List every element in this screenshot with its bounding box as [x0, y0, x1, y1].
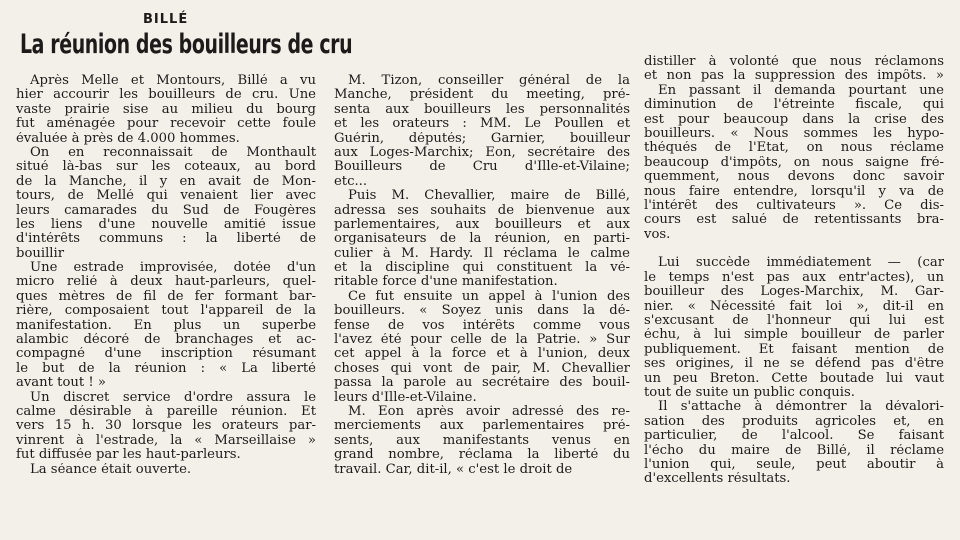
- text-line: hier accourir les bouilleurs de cru. Une: [16, 88, 316, 103]
- text-line: théqués de l'Etat, on nous réclame: [644, 141, 944, 156]
- text-line: nous faire entendre, lorsqu'il y va de: [644, 184, 944, 199]
- text-line: un peu Breton. Cette boutade lui vaut: [644, 371, 944, 386]
- text-line: distiller à volonté que nous réclamons: [644, 55, 944, 69]
- text-line: M. Eon après avoir adressé des re-: [348, 404, 630, 419]
- text-line: rière, composaient tout l'appareil de la: [16, 304, 316, 319]
- text-line: micro relié à deux haut-parleurs, quel-: [16, 275, 316, 290]
- text-line: La séance était ouverte.: [30, 462, 192, 477]
- text-line: le temps n'est pas aux entr'actes), un: [644, 270, 944, 285]
- text-line: fense de vos intérêts comme vous: [334, 318, 630, 333]
- text-line: ses origines, il ne se défend pas d'être: [644, 357, 944, 372]
- text-line: etc...: [334, 174, 368, 189]
- text-line: bouillir: [16, 246, 65, 261]
- text-line: M. Tizon, conseiller général de la: [348, 74, 630, 88]
- text-line: beaucoup d'impôts, on nous saigne fré-: [644, 155, 944, 170]
- text-line: alambic décoré de branchages et ac-: [16, 333, 316, 348]
- text-line: senta aux bouilleurs les personnalités: [334, 102, 630, 117]
- text-line: fut aménagée pour recevoir cette foule: [16, 117, 316, 132]
- article-column-1: [16, 74, 316, 477]
- text-line: [644, 242, 944, 256]
- text-line: parlementaires, aux bouilleurs et aux: [334, 217, 630, 232]
- text-line: bouilleurs. « Nous sommes les hypo-: [644, 126, 944, 141]
- text-line: travail. Car, dit-il, « c'est le droit de: [334, 462, 573, 477]
- text-line: bouilleurs. « Soyez unis dans la dé-: [334, 304, 630, 319]
- text-line: cet appel à la force et à l'union, deux: [334, 347, 630, 362]
- text-line: est pour beaucoup dans la crise des: [644, 112, 944, 127]
- article-column-2: [334, 74, 630, 477]
- text-line: Puis M. Chevallier, maire de Billé,: [348, 189, 630, 204]
- text-line: merciements aux parlementaires pré-: [334, 419, 630, 434]
- text-line: et les orateurs : MM. Le Poullen et: [334, 117, 630, 132]
- text-line: Il s'attache à démontrer la dévalori-: [658, 400, 944, 415]
- text-line: manifestation. En plus un superbe: [16, 318, 316, 333]
- text-line: échu, à lui simple bouilleur de parler: [644, 328, 944, 343]
- text-line: d'intérêts communs : la liberté de: [16, 232, 316, 247]
- text-line: situé là-bas sur les coteaux, au bord: [16, 160, 316, 175]
- article-column-3: [644, 55, 944, 487]
- text-line: Lui succède immédiatement — (car: [658, 256, 944, 271]
- text-line: de la Manche, il y en avait de Mon-: [16, 174, 316, 189]
- text-line: fut diffusée par les haut-parleurs.: [16, 448, 241, 463]
- text-line: adressa ses souhaits de bienvenue aux: [334, 203, 630, 218]
- headline: La réunion des bouilleurs de cru: [20, 29, 353, 60]
- text-line: culier à M. Hardy. Il réclama le calme: [334, 246, 630, 261]
- text-line: Une estrade improvisée, dotée d'un: [30, 261, 316, 276]
- text-line: Ce fut ensuite un appel à l'union des: [348, 289, 630, 304]
- text-line: On en reconnaissait de Monthault: [30, 145, 316, 160]
- text-line: les liens d'une nouvelle amitié issue: [16, 217, 316, 232]
- text-line: vers 15 h. 30 lorsque les orateurs par-: [16, 419, 316, 434]
- text-line: l'avez été pour celle de la Patrie. » Sur: [334, 333, 630, 348]
- text-line: grand nombre, réclama la liberté du: [334, 448, 630, 463]
- text-line: aux Loges-Marchix; Eon, secrétaire des: [334, 145, 630, 160]
- text-line: l'écho du maire de Billé, il réclame: [644, 443, 944, 458]
- text-line: ques mètres de fil de fer formant bar-: [16, 289, 316, 304]
- text-line: En passant il demanda pourtant une: [658, 83, 944, 98]
- text-line: Après Melle et Montours, Billé a vu: [30, 74, 316, 88]
- text-line: organisateurs de la réunion, en parti-: [334, 232, 630, 247]
- text-line: vaste prairie sise au milieu du bourg: [16, 102, 316, 117]
- text-line: calme désirable à pareille réunion. Et: [16, 404, 316, 419]
- text-line: vos.: [644, 227, 671, 242]
- text-line: publiquement. Et faisant mention de: [644, 342, 944, 357]
- text-line: évaluée à près de 4.000 hommes.: [16, 131, 240, 146]
- text-line: ritable force d'une manifestation.: [334, 275, 558, 290]
- text-line: diminution de l'étreinte fiscale, qui: [644, 98, 944, 113]
- text-line: l'intérêt des cultivateurs ». Ce dis-: [644, 198, 944, 213]
- text-line: le but de la réunion : « La liberté: [16, 361, 316, 376]
- text-line: compagné d'une inscription résumant: [16, 347, 316, 362]
- text-line: avant tout ! »: [16, 376, 106, 391]
- text-line: et la discipline qui constituent la vé-: [334, 261, 630, 276]
- text-line: leurs camarades du Sud de Fougères: [16, 203, 316, 218]
- text-line: Guérin, députés; Garnier, bouilleur: [334, 131, 630, 146]
- text-line: cours est salué de retentissants bra-: [644, 213, 944, 228]
- text-line: Manche, président du meeting, pré-: [334, 88, 630, 103]
- text-line: s'excusant de l'honneur qui lui est: [644, 314, 944, 329]
- text-line: l'union qui, seule, peut aboutir à: [644, 457, 944, 472]
- text-line: quemment, nous devons donc savoir: [644, 170, 944, 185]
- text-line: sents, aux manifestants venus en: [334, 433, 630, 448]
- text-line: choses qui vont de pair, M. Chevallier: [334, 361, 630, 376]
- text-line: Bouilleurs de Cru d'Ille-et-Vilaine;: [334, 160, 630, 175]
- text-line: vinrent à l'estrade, la « Marseillaise »: [16, 433, 316, 448]
- text-line: sation des produits agricoles et, en: [644, 414, 944, 429]
- text-line: et non pas la suppression des impôts. »: [644, 69, 944, 84]
- text-line: particulier, de l'alcool. Se faisant: [644, 429, 944, 444]
- text-line: nier. « Nécessité fait loi », dit-il en: [644, 299, 944, 314]
- kicker-location: BILLÉ: [143, 12, 189, 27]
- text-line: d'excellents résultats.: [644, 472, 791, 487]
- text-line: bouilleur des Loges-Marchix, M. Gar-: [644, 285, 944, 300]
- text-line: tours, de Mellé qui venaient lier avec: [16, 189, 316, 204]
- text-line: Un discret service d'ordre assura le: [30, 390, 316, 405]
- text-line: leurs d'Ille-et-Vilaine.: [334, 390, 477, 405]
- text-line: tout de suite un public conquis.: [644, 385, 855, 400]
- text-line: passa la parole au secrétaire des bouil-: [334, 376, 630, 391]
